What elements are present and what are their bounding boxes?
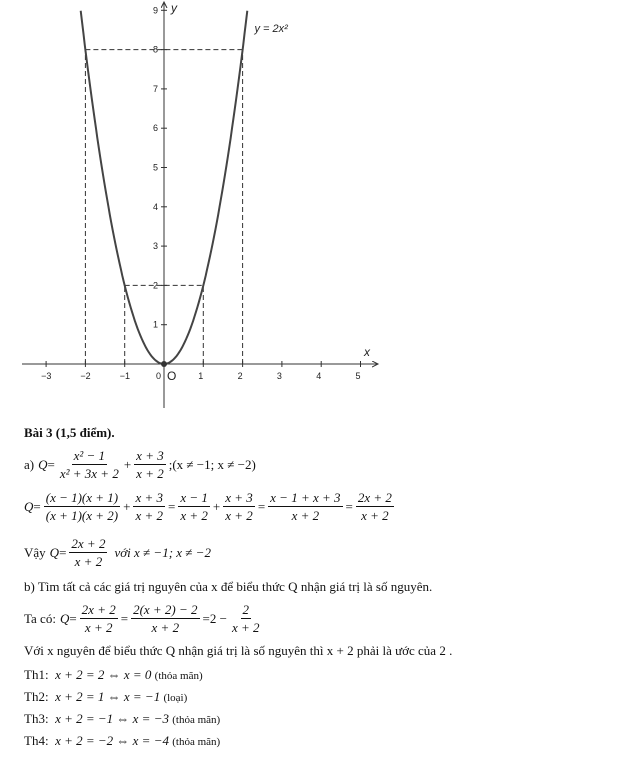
equals: = [120, 610, 129, 626]
denominator: x + 2 [151, 620, 180, 635]
numerator: x − 1 [180, 490, 208, 505]
part-a-conclusion [24, 536, 211, 569]
x-tick-label: −3 [41, 371, 52, 381]
case-item [24, 732, 220, 751]
divisor-reasoning: Với x nguyên để biểu thức Q nhận giá trị là số nguyên thì x + 2 phải là ước của 2 . [24, 643, 453, 658]
part-a-simplification [24, 490, 397, 523]
fraction [131, 602, 199, 635]
plus: + [123, 456, 132, 472]
numerator: 2 [242, 602, 249, 617]
case-equation: x + 2 = 2 ⇔ x = 0 [55, 667, 152, 682]
denominator: x + 2 [84, 620, 113, 635]
equals: = [202, 610, 210, 626]
y-tick-label: 2 [153, 280, 159, 291]
curve-label: y = 2x² [254, 23, 288, 35]
q-symbol: Q [49, 544, 60, 560]
equals: = [33, 498, 41, 514]
equals: = [257, 498, 266, 514]
y-tick-label: 1 [153, 319, 159, 330]
denominator: x + 2 [135, 508, 164, 523]
numerator: x + 3 [225, 490, 253, 505]
condition: với x ≠ −1; x ≠ −2 [114, 544, 211, 560]
case-note: (thỏa mãn) [172, 736, 221, 748]
numerator: x² − 1 [73, 448, 106, 463]
part-b-rewrite [24, 602, 265, 635]
constant: 2 − [209, 610, 227, 626]
numerator: 2(x + 2) − 2 [133, 602, 198, 617]
y-tick-label: 4 [153, 201, 159, 212]
y-tick-label: 9 [153, 5, 159, 16]
case-item [24, 666, 203, 685]
numerator: 2x + 2 [71, 536, 106, 551]
part-a-definition [24, 448, 256, 481]
x-axis-label: x [364, 345, 370, 359]
fraction [134, 448, 166, 481]
conclusion-word: Vậy [24, 544, 46, 560]
denominator: x + 2 [136, 466, 164, 481]
exercise-heading: Bài 3 (1,5 điểm). [24, 425, 115, 440]
denominator: x + 2 [74, 554, 103, 569]
x-tick-label: −2 [80, 371, 91, 381]
case-equation: x + 2 = −1 ⇔ x = −3 [55, 711, 169, 726]
y-axis-label: y [171, 1, 177, 15]
ta-co-label: Ta có: [24, 610, 56, 626]
numerator: (x − 1)(x + 1) [45, 490, 119, 505]
numerator: 2x + 2 [357, 490, 392, 505]
numerator: 2x + 2 [81, 602, 116, 617]
numerator: x + 3 [135, 490, 164, 505]
x-tick-label: −1 [119, 371, 130, 381]
case-equation: x + 2 = −2 ⇔ x = −4 [55, 733, 169, 748]
equals: = [345, 498, 353, 514]
denominator: x + 2 [361, 508, 389, 523]
equals: = [47, 456, 55, 472]
q-symbol: Q [59, 610, 70, 626]
origin-label: O [167, 369, 177, 383]
fraction [44, 490, 120, 523]
x-tick-label: 1 [198, 371, 204, 381]
axis-ticks [41, 5, 360, 381]
denominator: (x + 1)(x + 2) [45, 508, 119, 523]
case-equation: x + 2 = 1 ⇔ x = −1 [55, 689, 161, 704]
case-note: (thỏa mãn) [154, 670, 203, 682]
condition: ;(x ≠ −1; x ≠ −2) [168, 456, 256, 472]
numerator: x − 1 + x + 3 [270, 490, 341, 505]
x-tick-label: 2 [237, 371, 243, 381]
case-label: Th4: [24, 733, 49, 748]
q-symbol: Q [38, 456, 48, 472]
plus: + [123, 498, 131, 514]
q-symbol: Q [24, 498, 34, 514]
equals: = [69, 610, 77, 626]
denominator: x² + 3x + 2 [59, 466, 119, 481]
equals: = [59, 544, 67, 560]
fraction [58, 448, 121, 481]
fraction [268, 490, 342, 523]
equals: = [168, 498, 176, 514]
fraction [80, 602, 118, 635]
case-note: (thỏa mãn) [172, 714, 221, 726]
case-item [24, 710, 220, 729]
case-label: Th3: [24, 711, 49, 726]
denominator: x + 2 [291, 508, 320, 523]
numerator: x + 3 [136, 448, 164, 463]
y-tick-label: 6 [153, 123, 159, 134]
fraction [133, 490, 165, 523]
denominator: x + 2 [180, 508, 208, 523]
part-a-label: a) [24, 456, 35, 472]
origin-point [161, 361, 167, 367]
y-tick-label: 3 [153, 241, 159, 252]
denominator: x + 2 [231, 620, 260, 635]
y-tick-label: 7 [153, 83, 159, 94]
fraction [69, 536, 107, 569]
x-tick-label: 0 [156, 371, 162, 381]
fraction [223, 490, 255, 523]
plus: + [212, 498, 221, 514]
case-note: (loại) [163, 692, 188, 704]
fraction [178, 490, 210, 523]
part-b-question: b) Tìm tất cả các giá trị nguyên của x để biểu thức Q nhận giá trị là số nguyên. [24, 579, 433, 594]
x-tick-label: 5 [355, 371, 361, 381]
x-tick-label: 3 [276, 371, 282, 381]
fraction [230, 602, 262, 635]
y-tick-label: 5 [153, 162, 159, 173]
case-label: Th2: [24, 689, 49, 704]
y-tick-label: 8 [153, 44, 159, 55]
x-tick-label: 4 [316, 371, 322, 381]
case-label: Th1: [24, 667, 49, 682]
fraction [356, 490, 394, 523]
case-item [24, 688, 187, 707]
denominator: x + 2 [225, 508, 253, 523]
